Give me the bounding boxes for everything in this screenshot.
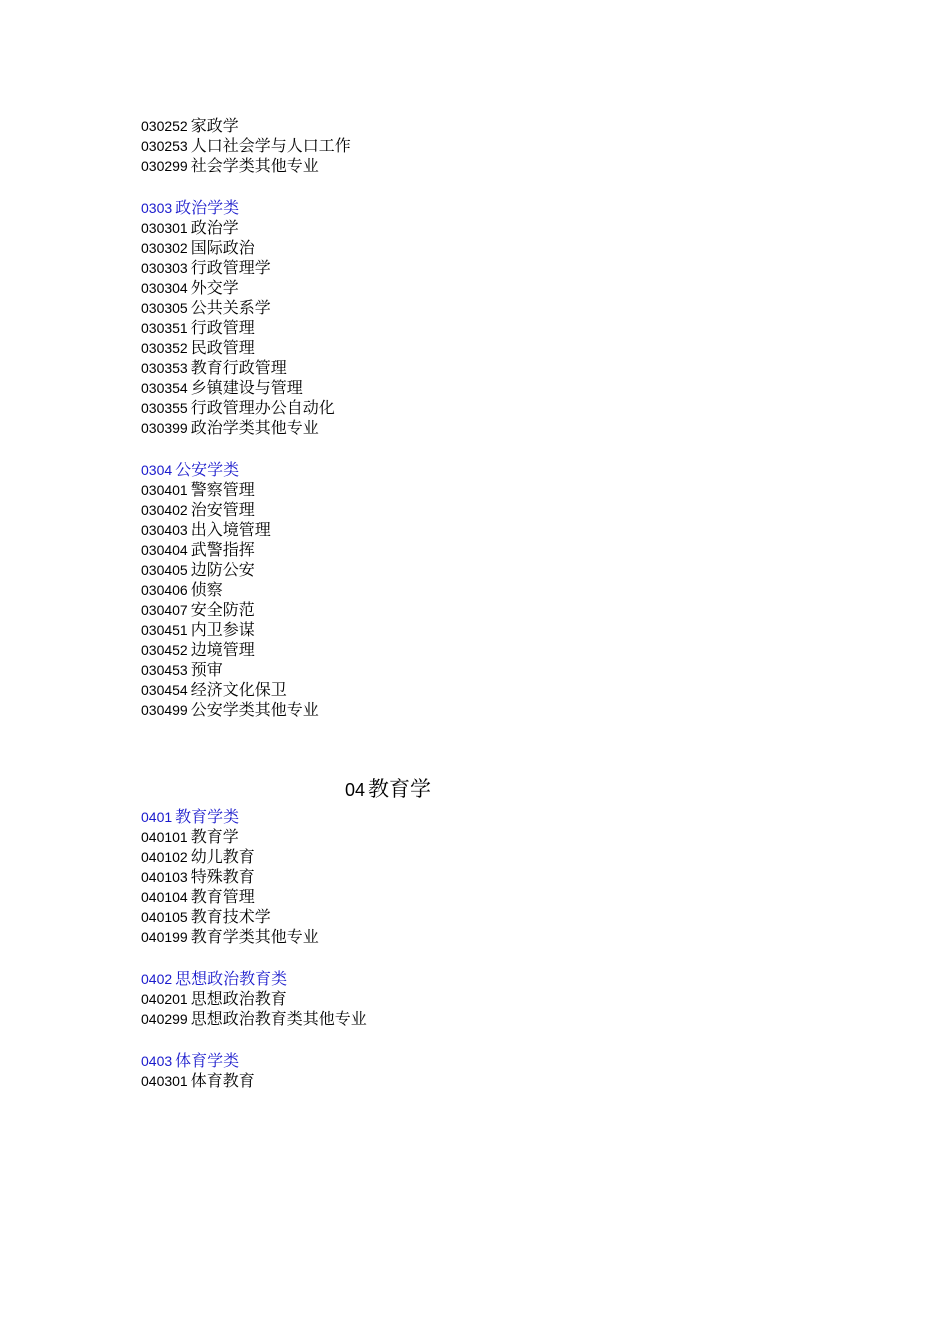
major-line: 030453 预审 (141, 660, 223, 679)
major-line: 040104 教育管理 (141, 887, 255, 906)
major-line: 030399 政治学类其他专业 (141, 418, 319, 437)
major-line: 030351 行政管理 (141, 318, 255, 337)
major-line: 040105 教育技术学 (141, 907, 271, 926)
major-line: 040299 思想政治教育类其他专业 (141, 1009, 367, 1028)
major-line: 030252 家政学 (141, 116, 239, 135)
major-line: 030304 外交学 (141, 278, 239, 297)
major-line: 030407 安全防范 (141, 600, 255, 619)
major-line: 030401 警察管理 (141, 480, 255, 499)
discipline-heading: 04 教育学 (345, 777, 432, 801)
major-line: 030403 出入境管理 (141, 520, 271, 539)
major-line: 030355 行政管理办公自动化 (141, 398, 335, 417)
major-line: 030451 内卫参谋 (141, 620, 255, 639)
category-heading: 0403 体育学类 (141, 1051, 240, 1070)
major-line: 040199 教育学类其他专业 (141, 927, 319, 946)
major-line: 030354 乡镇建设与管理 (141, 378, 303, 397)
major-line: 040102 幼儿教育 (141, 847, 255, 866)
major-line: 030305 公共关系学 (141, 298, 271, 317)
major-line: 040301 体育教育 (141, 1071, 255, 1090)
major-line: 040101 教育学 (141, 827, 239, 846)
major-line: 030499 公安学类其他专业 (141, 700, 319, 719)
category-heading: 0402 思想政治教育类 (141, 969, 288, 988)
major-line: 030406 侦察 (141, 580, 223, 599)
major-line: 030353 教育行政管理 (141, 358, 287, 377)
category-heading: 0304 公安学类 (141, 460, 240, 479)
major-line: 030404 武警指挥 (141, 540, 255, 559)
major-line: 030454 经济文化保卫 (141, 680, 287, 699)
major-line: 030402 治安管理 (141, 500, 255, 519)
major-line: 030452 边境管理 (141, 640, 255, 659)
major-line: 040103 特殊教育 (141, 867, 255, 886)
category-heading: 0303 政治学类 (141, 198, 240, 217)
major-line: 030253 人口社会学与人口工作 (141, 136, 351, 155)
major-line: 030299 社会学类其他专业 (141, 156, 319, 175)
major-line: 040201 思想政治教育 (141, 989, 287, 1008)
category-heading: 0401 教育学类 (141, 807, 240, 826)
major-line: 030303 行政管理学 (141, 258, 271, 277)
major-line: 030302 国际政治 (141, 238, 255, 257)
major-line: 030301 政治学 (141, 218, 239, 237)
major-line: 030352 民政管理 (141, 338, 255, 357)
major-line: 030405 边防公安 (141, 560, 255, 579)
